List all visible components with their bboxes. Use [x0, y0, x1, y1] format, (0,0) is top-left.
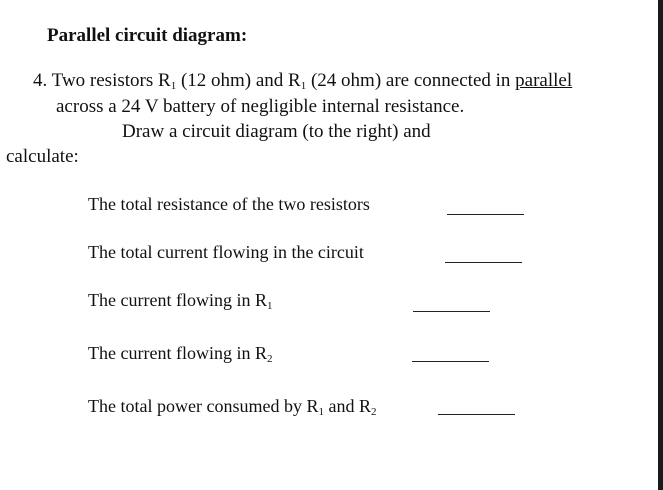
- question-text-c: (24 ohm) are connected in: [306, 70, 516, 91]
- answer-blank: [438, 414, 515, 415]
- item-text: The total power consumed by R: [88, 396, 319, 416]
- subscript: 2: [266, 353, 273, 365]
- subscript: 1: [300, 80, 307, 92]
- item-current-r2: [88, 343, 272, 365]
- subscript: 1: [266, 300, 273, 312]
- item-text: The current flowing in R: [88, 290, 267, 310]
- subscript: 2: [370, 406, 377, 418]
- question-text-b: (12 ohm) and R: [176, 70, 301, 91]
- item-total-current: The total current flowing in the circuit: [88, 242, 364, 262]
- question-line-3: Draw a circuit diagram (to the right) and: [122, 121, 431, 142]
- answer-blank: [413, 311, 490, 312]
- underlined-word: parallel: [515, 70, 573, 91]
- subscript: 1: [318, 406, 324, 418]
- answer-blank: [445, 262, 522, 263]
- item-text-b: and R: [323, 396, 371, 416]
- question-number: 4.: [33, 70, 48, 91]
- answer-blank: [447, 214, 524, 215]
- question-line-2: across a 24 V battery of negligible internal resistance.: [56, 96, 465, 117]
- item-current-r1: [88, 290, 272, 312]
- item-total-resistance: The total resistance of the two resistors: [88, 194, 370, 214]
- question-text-a: Two resistors R: [51, 70, 171, 91]
- question-line-4: calculate:: [6, 146, 79, 167]
- item-total-power: [88, 396, 376, 418]
- answer-blank: [412, 361, 489, 362]
- subscript: 1: [170, 80, 177, 92]
- item-text: The current flowing in R: [88, 343, 267, 363]
- page-edge: [658, 0, 663, 490]
- page-heading: Parallel circuit diagram:: [47, 25, 248, 46]
- question-line-1: [33, 70, 572, 92]
